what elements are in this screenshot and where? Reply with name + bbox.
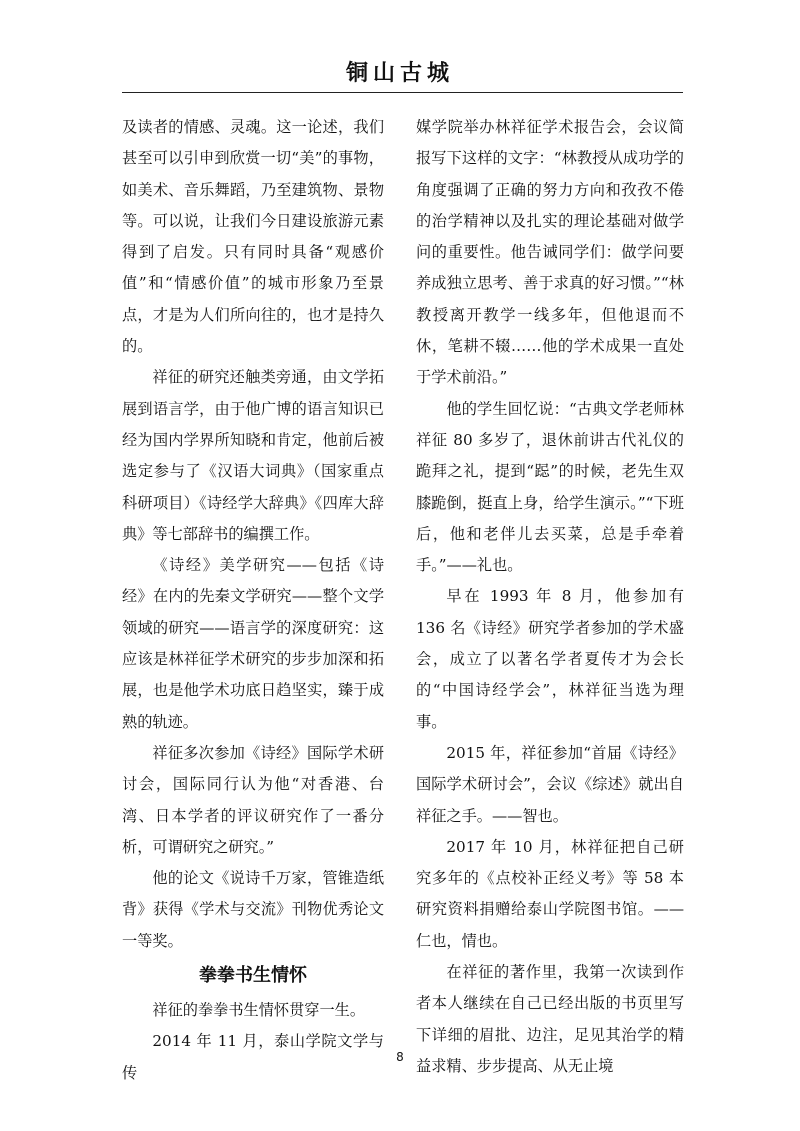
paragraph: 及读者的情感、灵魂。这一论述，我们甚至可以引申到欣赏一切“美”的事物，如美术、音乐舞蹈，乃至建筑物、景物等。可以说，让我们今日建设旅游元素得到了启发。只有同时具备“观感价值”和“情感价值”的城市形象乃至景点，才是为人们所向往的，也才是持久的。 (122, 118, 384, 356)
paragraph: 媒学院举办林祥征学术报告会，会议简报写下这样的文字：“林教授从成功学的角度强调了正确的努力方向和孜孜不倦的治学精神以及扎实的理论基础对做学问的重要性。他告诫同学们：做学问要养成独立思考、善于求真的好习惯。”“林教授离开教学一线多年，但他退而不休，笔耕不辍……他的学术成果一直处于学术前沿。” (416, 118, 684, 387)
left-column (122, 112, 384, 1089)
header-divider (122, 92, 683, 93)
right-column (416, 112, 684, 1082)
paragraph: 《诗经》美学研究——包括《诗经》在内的先秦文学研究——整个文学领域的研究——语言学的深度研究：这应该是林祥征学术研究的步步加深和拓展，也是他学术功底日趋坚实，臻于成熟的轨迹。 (122, 556, 384, 731)
paragraph: 他的论文《说诗千万家，管锥造纸背》获得《学术与交流》刊物优秀论文一等奖。 (122, 869, 384, 950)
paragraph: 在祥征的著作里，我第一次读到作者本人继续在自己已经出版的书页里写下详细的眉批、边注，足见其治学的精益求精、步步提高、从无止境 (416, 963, 684, 1075)
paragraph: 祥征的研究还触类旁通，由文学拓展到语言学，由于他广博的语言知识已经为国内学界所知晓和肯定，他前后被选定参与了《汉语大词典》（国家重点科研项目）《诗经学大辞典》《四库大辞典》等七部辞书的编撰工作。 (122, 368, 384, 543)
running-header-title: 铜山古城 (345, 60, 454, 86)
paragraph: 祥征的拳拳书生情怀贯穿一生。 (152, 1001, 366, 1020)
paragraph: 2015 年，祥征参加“首届《诗经》国际学术研讨会”，会议《综述》就出自祥征之手。——智也。 (416, 743, 684, 825)
section-heading: 拳拳书生情怀 (199, 965, 307, 987)
paragraph: 他的学生回忆说：“古典文学老师林祥征 80 多岁了，退休前讲古代礼仪的跪拜之礼，提到“跽”的时候，老先生双膝跪倒，挺直上身，给学生演示。”“下班后，他和老伴儿去买菜，总是手牵着手。”——礼也。 (416, 399, 684, 575)
page-number: 8 (396, 1050, 404, 1064)
paragraph: 2017 年 10 月，林祥征把自己研究多年的《点校补正经义考》等 58 本研究资料捐赠给泰山学院图书馆。——仁也，情也。 (416, 837, 684, 950)
paragraph: 早在 1993 年 8 月，他参加有 136 名《诗经》研究学者参加的学术盛会，成立了以著名学者夏传才为会长的“中国诗经学会”，林祥征当选为理事。 (416, 587, 684, 731)
paragraph: 祥征多次参加《诗经》国际学术研讨会，国际同行认为他“对香港、台湾、日本学者的评议研究作了一番分析，可谓研究之研究。” (122, 743, 384, 856)
paragraph: 2014 年 11 月，泰山学院文学与传 (122, 1032, 384, 1082)
